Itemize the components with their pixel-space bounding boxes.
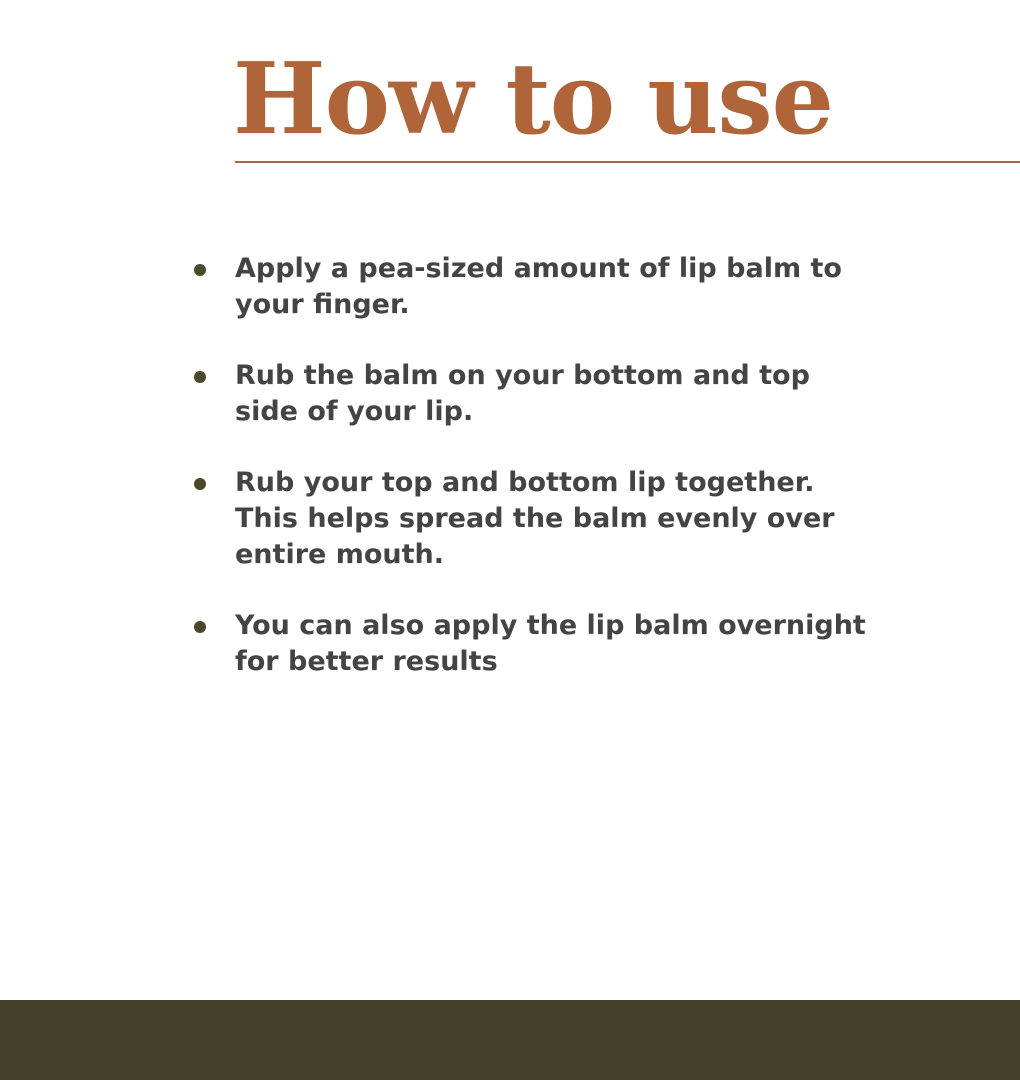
bullet-icon — [194, 264, 206, 276]
title-divider — [235, 161, 1020, 163]
page-title: How to use — [233, 42, 833, 157]
bullet-icon — [194, 621, 206, 633]
bullet-icon — [194, 478, 206, 490]
list-item — [235, 358, 875, 430]
list-item — [235, 251, 875, 323]
list-item — [235, 608, 875, 680]
footer-band — [0, 1000, 1020, 1080]
step-text: Apply a pea-sized amount of lip balm to your finger. — [235, 253, 842, 320]
step-text: Rub the balm on your bottom and top side of your lip. — [235, 360, 810, 427]
instruction-list — [0, 251, 875, 715]
step-text: Rub your top and bottom lip together. This helps spread the balm evenly over entire mouth. — [235, 467, 835, 570]
list-item — [235, 465, 875, 573]
step-text: You can also apply the lip balm overnight for better results — [235, 610, 866, 677]
bullet-icon — [194, 371, 206, 383]
